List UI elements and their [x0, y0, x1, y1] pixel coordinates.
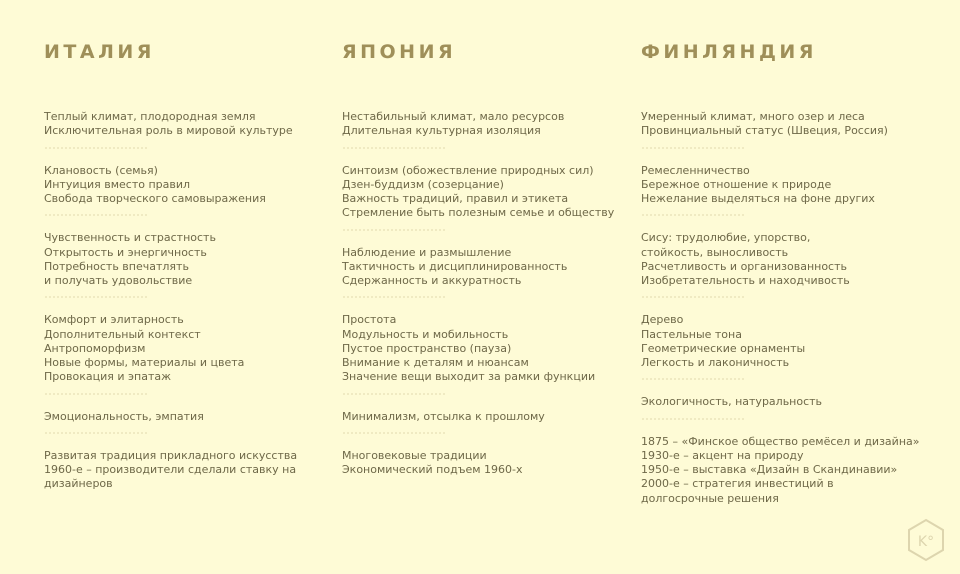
text-line: Свобода творческого самовыражения [44, 192, 266, 205]
dashed-divider [342, 140, 446, 154]
text-line: Развитая традиция прикладного искусства [44, 448, 298, 462]
text-line: 1930-е – акцент на природу [641, 448, 804, 462]
dashed-divider [44, 386, 148, 400]
text-line: Нестабильный климат, мало ресурсов [342, 110, 565, 123]
text-line: Многовековые традиции [342, 448, 487, 462]
text-line: Изобретательность и находчивость [641, 274, 850, 287]
text-line: Сису: трудолюбие, упорство, [641, 231, 811, 245]
text-group [641, 164, 921, 207]
text-group [342, 164, 622, 221]
text-group [641, 435, 921, 506]
text-line: Провинциальный статус (Швеция, Россия) [641, 124, 888, 138]
text-line: Новые формы, материалы и цвета [44, 356, 245, 369]
text-line: Провокация и эпатаж [44, 370, 172, 384]
text-line: Сдержанность и аккуратность [342, 274, 522, 287]
text-line: 1960-е – производители сделали ставку на [44, 463, 297, 477]
groups [641, 110, 921, 506]
dashed-divider [342, 290, 446, 304]
dashed-divider [641, 412, 745, 426]
text-line: Эмоциональность, эмпатия [44, 409, 204, 423]
logo-text: K° [917, 534, 935, 550]
text-line: Дзен-буддизм (созерцание) [342, 177, 504, 191]
dashed-divider [641, 208, 745, 222]
text-line: Наблюдение и размышление [342, 245, 512, 259]
text-line: Исключительная роль в мировой культуре [44, 124, 293, 138]
text-line: Пастельные тона [641, 327, 742, 341]
text-group [44, 449, 324, 492]
dashed-divider [641, 372, 745, 386]
text-group [342, 449, 622, 477]
text-line: Стремление быть полезным семье и обществу [342, 206, 615, 220]
dashed-divider [641, 290, 745, 304]
text-line: Антропоморфизм [44, 341, 146, 355]
text-group [44, 110, 324, 138]
text-group [342, 410, 622, 424]
text-line: Бережное отношение к природе [641, 177, 832, 191]
column-title: ЯПОНИЯ [342, 41, 457, 63]
dashed-divider [342, 222, 446, 236]
text-group [641, 231, 921, 288]
text-group [641, 313, 921, 370]
text-line: Экономический подъем 1960-х [342, 463, 523, 477]
text-line: Минимализм, отсылка к прошлому [342, 409, 545, 423]
logo-icon [906, 518, 946, 562]
text-line: Экологичность, натуральность [641, 395, 823, 409]
text-group [44, 231, 324, 288]
text-line: Легкость и лаконичность [641, 356, 790, 369]
text-line: Дерево [641, 313, 684, 327]
dashed-divider [44, 426, 148, 440]
text-line: 2000-е – стратегия инвестиций в [641, 477, 834, 491]
text-group [342, 110, 622, 138]
text-line: Расчетливость и организованность [641, 259, 847, 273]
dashed-divider [44, 140, 148, 154]
groups [342, 110, 622, 477]
text-line: и получать удовольствие [44, 274, 193, 287]
text-line: стойкость, выносливость [641, 245, 789, 259]
text-line: долгосрочные решения [641, 491, 779, 505]
text-line: Простота [342, 313, 397, 327]
text-line: Открытость и энергичность [44, 245, 207, 259]
dashed-divider [641, 140, 745, 154]
column-title: ИТАЛИЯ [44, 41, 155, 63]
dashed-divider [44, 290, 148, 304]
text-line: Значение вещи выходит за рамки функции [342, 370, 596, 384]
text-line: Нежелание выделяться на фоне других [641, 192, 875, 205]
text-group [44, 164, 324, 207]
text-group [44, 313, 324, 384]
text-line: Пустое пространство (пауза) [342, 341, 512, 355]
text-line: Геометрические орнаменты [641, 341, 806, 355]
text-line: Внимание к деталям и нюансам [342, 356, 529, 369]
text-group [342, 246, 622, 289]
column-italy [44, 40, 324, 492]
dashed-divider [342, 426, 446, 440]
text-line: 1875 – «Финское общество ремёсел и дизайна» [641, 434, 920, 448]
column-finland [641, 40, 921, 506]
text-line: Теплый климат, плодородная земля [44, 110, 256, 123]
text-line: Умеренный климат, много озер и леса [641, 110, 865, 123]
groups [44, 110, 324, 492]
text-line: Комфорт и элитарность [44, 313, 184, 327]
text-line: дизайнеров [44, 477, 113, 491]
text-line: Синтоизм (обожествление природных сил) [342, 163, 594, 177]
column-title: ФИНЛЯНДИЯ [641, 41, 817, 63]
text-line: Чувственность и страстность [44, 231, 216, 245]
text-line: Клановость (семья) [44, 163, 158, 177]
text-group [641, 395, 921, 409]
text-line: Интуиция вместо правил [44, 177, 191, 191]
text-line: 1950-е – выставка «Дизайн в Скандинавии» [641, 463, 898, 477]
text-group [641, 110, 921, 138]
column-japan [342, 40, 622, 477]
text-line: Потребность впечатлять [44, 259, 189, 273]
text-line: Важность традиций, правил и этикета [342, 192, 569, 205]
text-line: Ремесленничество [641, 163, 750, 177]
dashed-divider [44, 208, 148, 222]
text-group [44, 410, 324, 424]
text-line: Тактичность и дисциплинированность [342, 259, 568, 273]
text-group [342, 313, 622, 384]
dashed-divider [342, 386, 446, 400]
text-line: Модульность и мобильность [342, 327, 509, 341]
text-line: Дополнительный контекст [44, 327, 201, 341]
text-line: Длительная культурная изоляция [342, 124, 541, 138]
